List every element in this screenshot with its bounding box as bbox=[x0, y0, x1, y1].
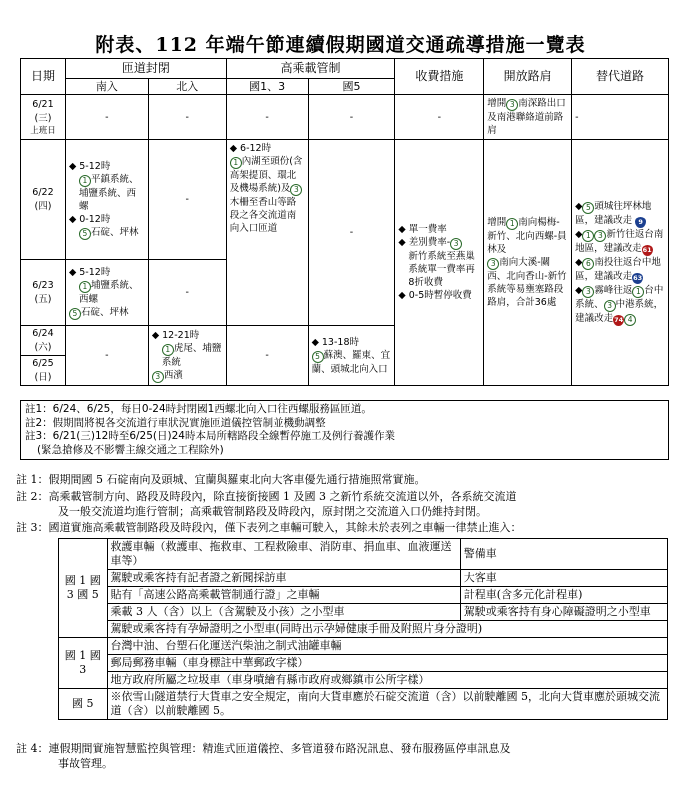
route-3-icon: 3 bbox=[506, 99, 518, 111]
alt-621: - bbox=[572, 95, 669, 140]
vehicle-item: 救護車輛（救護車、拖救車、工程救險車、消防車、捐血車、血液運送車等） bbox=[107, 539, 460, 570]
header-open-shoulder: 開放路肩 bbox=[484, 59, 572, 95]
route-6-icon: 6 bbox=[582, 258, 594, 270]
table-note-1: 註1：6/24、6/25，每日0-24時封閉國1西螺北向入口往西螺服務區匝道。 bbox=[25, 403, 372, 415]
cell-dash: - bbox=[65, 326, 148, 386]
route-3-icon: 3 bbox=[152, 371, 164, 383]
south-in-622: ◆ 5-12時 1 平鎮系統、埔鹽系統、西螺 ◆ 0-12時 5 石碇、坪林 bbox=[65, 140, 148, 260]
header-north-in: 北入 bbox=[148, 79, 226, 95]
alternative-roads: ◆ 5 頭城往坪林地區，建議改走 9 ◆ 1 3 新竹往返台南地區，建議改走61 ◆ 6 南投往返台中地區，建議改走63 ◆ 3 霧峰往返 1 台中系統、 3 中港系統，建議改走74 4 bbox=[572, 140, 669, 386]
permitted-vehicles-table bbox=[58, 538, 668, 720]
route-5-icon: 5 bbox=[79, 228, 91, 240]
cell-dash: - bbox=[148, 95, 226, 140]
table-notes bbox=[20, 400, 669, 460]
cell-dash: - bbox=[148, 140, 226, 260]
date-cell-623: 6/23 (五) bbox=[21, 260, 66, 326]
footnote-2: 註 2：高乘載管制方向、路段及時段內，除直接銜接國 1 及國 3 之新竹系統交流道以外，各系統交流道 bbox=[16, 490, 517, 503]
north-in-624: ◆ 12-21時 1 虎尾、埔鹽系統 3 西濱 bbox=[148, 326, 226, 386]
route-1-icon: 1 bbox=[79, 175, 91, 187]
cell-dash: - bbox=[226, 95, 308, 140]
vehicle-item: 警備車 bbox=[460, 539, 667, 570]
hov-5-624: ◆ 13-18時 5 蘇澳、羅東、宜蘭、頭城北向入口 bbox=[308, 326, 395, 386]
date-cell-622: 6/22 (四) bbox=[21, 140, 66, 260]
page-title: 附表、112 年端午節連續假期國道交通疏導措施一覽表 bbox=[95, 34, 586, 56]
header-hov: 高乘載管制 bbox=[226, 59, 395, 79]
footnote-4-cont: 事故管理。 bbox=[58, 757, 113, 770]
route-1-icon: 1 bbox=[632, 286, 644, 298]
vehicle-item: 地方政府所屬之垃圾車（車身噴繪有縣市政府或鄉鎮市公所字樣） bbox=[107, 672, 667, 689]
header-alt-roads: 替代道路 bbox=[572, 59, 669, 95]
header-hw-5: 國5 bbox=[308, 79, 395, 95]
route-3-icon: 3 bbox=[290, 184, 302, 196]
cell-dash: - bbox=[395, 95, 484, 140]
open-shoulders: 增開 1 南向楊梅-新竹、北向西螺-員林及 3 南向大溪-關西、北向香山-新竹系統等易壅塞路段路肩，合計36處 bbox=[484, 140, 572, 386]
date-cell-624: 6/24 (六) bbox=[21, 326, 66, 356]
vehicle-item: 駕駛或乘客持有身心障礙證明之小型車 bbox=[460, 604, 667, 621]
vehicle-group-hw135: 國 1 國 3 國 5 bbox=[59, 539, 108, 638]
provincial-route-9-icon: 9 bbox=[635, 217, 646, 228]
cell-dash: - bbox=[65, 95, 148, 140]
header-hw-1-3: 國1、3 bbox=[226, 79, 308, 95]
toll-measures: ◆ 單一費率 ◆ 差別費率- 3 新竹系統至燕巢系統單一費率再8折收費 ◆ 0-5時暫停收費 bbox=[395, 140, 484, 386]
route-5-icon: 5 bbox=[69, 308, 81, 320]
header-south-in: 南入 bbox=[65, 79, 148, 95]
hov-1-3-622: ◆ 6-12時 1 內湖至頭份(含高架提頂、環北及機場系統)及 3木柵至香山等路段之各交流道南向入口匝道 bbox=[226, 140, 308, 326]
header-toll: 收費措施 bbox=[395, 59, 484, 95]
route-3-icon: 3 bbox=[594, 230, 606, 242]
route-5-icon: 5 bbox=[582, 202, 594, 214]
header-ramp-closure: 匝道封閉 bbox=[65, 59, 226, 79]
vehicle-item: 郵局郵務車輛（車身標註中華郵政字樣） bbox=[107, 655, 667, 672]
route-1-icon: 1 bbox=[582, 230, 594, 242]
vehicle-group-hw5: 國 5 bbox=[59, 689, 108, 720]
footnote-3: 註 3：國道實施高乘載管制路段及時段內，僅下表列之車輛可駛入，其餘未於表列之車輛一律禁止進入： bbox=[16, 521, 522, 534]
vehicle-group-hw13: 國 1 國 3 bbox=[59, 638, 108, 689]
vehicle-item: 計程車(含多元化計程車) bbox=[460, 587, 667, 604]
route-5-icon: 5 bbox=[312, 351, 324, 363]
date-cell-625: 6/25 (日) bbox=[21, 356, 66, 386]
vehicle-item: ※依雪山隧道禁行大貨車之安全規定，南向大貨車應於石碇交流道（含）以前駛離國 5，北向大貨車應於頭城交流道（含）以前駛離國 5。 bbox=[107, 689, 667, 720]
table-note-2: 註2：假期間將視各交流道行車狀況實施匝道儀控管制並機動調整 bbox=[25, 416, 326, 429]
footnote-1: 註 1：假期間國 5 石碇南向及頭城、宜蘭與羅東北向大客車優先通行措施照常實施。 bbox=[16, 473, 426, 486]
cell-dash: - bbox=[308, 140, 395, 326]
table-note-3: 註3：6/21(三)12時至6/25(日)24時本局所轄路段全線暫停施工及例行養護作業 bbox=[25, 430, 395, 442]
route-3-icon: 3 bbox=[487, 258, 499, 270]
route-1-icon: 1 bbox=[79, 281, 91, 293]
header-date: 日期 bbox=[21, 59, 66, 95]
footnote-2-cont: 及一般交流道均進行管制；高乘載管制路段及時段內，原封閉之交流道入口仍維持封閉。 bbox=[58, 505, 487, 518]
vehicle-item: 大客車 bbox=[460, 570, 667, 587]
provincial-route-63-icon: 63 bbox=[633, 273, 643, 282]
cell-dash: - bbox=[148, 260, 226, 326]
route-1-icon: 1 bbox=[506, 218, 518, 230]
provincial-route-61-icon: 61 bbox=[642, 245, 652, 254]
vehicle-item: 台灣中油、台塑石化運送汽柴油之制式油罐車輛 bbox=[107, 638, 667, 655]
vehicle-item: 乘載 3 人（含）以上（含駕駛及小孩）之小型車 bbox=[107, 604, 460, 621]
route-1-icon: 1 bbox=[230, 157, 242, 169]
route-1-icon: 1 bbox=[162, 344, 174, 356]
vehicle-item: 駕駛或乘客持有孕婦證明之小型車(同時出示孕婦健康手冊及附照片身分證明) bbox=[107, 621, 667, 638]
footnote-4: 註 4：連假期間實施智慧監控與管理：精進式匝道儀控、多管道發布路況訊息、發布服務區停車訊息及 bbox=[16, 742, 511, 755]
route-3-icon: 3 bbox=[450, 238, 462, 250]
route-3-icon: 3 bbox=[604, 300, 616, 312]
table-note-3-cont: (緊急搶修及不影響主線交通之工程除外) bbox=[37, 443, 224, 456]
route-3-icon: 3 bbox=[582, 286, 594, 298]
provincial-route-74-icon: 74 bbox=[614, 315, 624, 324]
shoulder-621: 增開 3 南深路出口及南港聯絡道前路肩 bbox=[484, 95, 572, 140]
measures-table bbox=[20, 58, 669, 386]
vehicle-item: 貼有「高速公路高乘載管制通行證」之車輛 bbox=[107, 587, 460, 604]
cell-dash: - bbox=[308, 95, 395, 140]
provincial-route-4-icon: 4 bbox=[624, 314, 636, 326]
vehicle-item: 駕駛或乘客持有記者證之新聞採訪車 bbox=[107, 570, 460, 587]
date-cell-621: 6/21 (三) 上班日 bbox=[21, 95, 66, 140]
cell-dash: - bbox=[226, 326, 308, 386]
south-in-623: ◆ 5-12時 1 埔鹽系統、西螺 5 石碇、坪林 bbox=[65, 260, 148, 326]
